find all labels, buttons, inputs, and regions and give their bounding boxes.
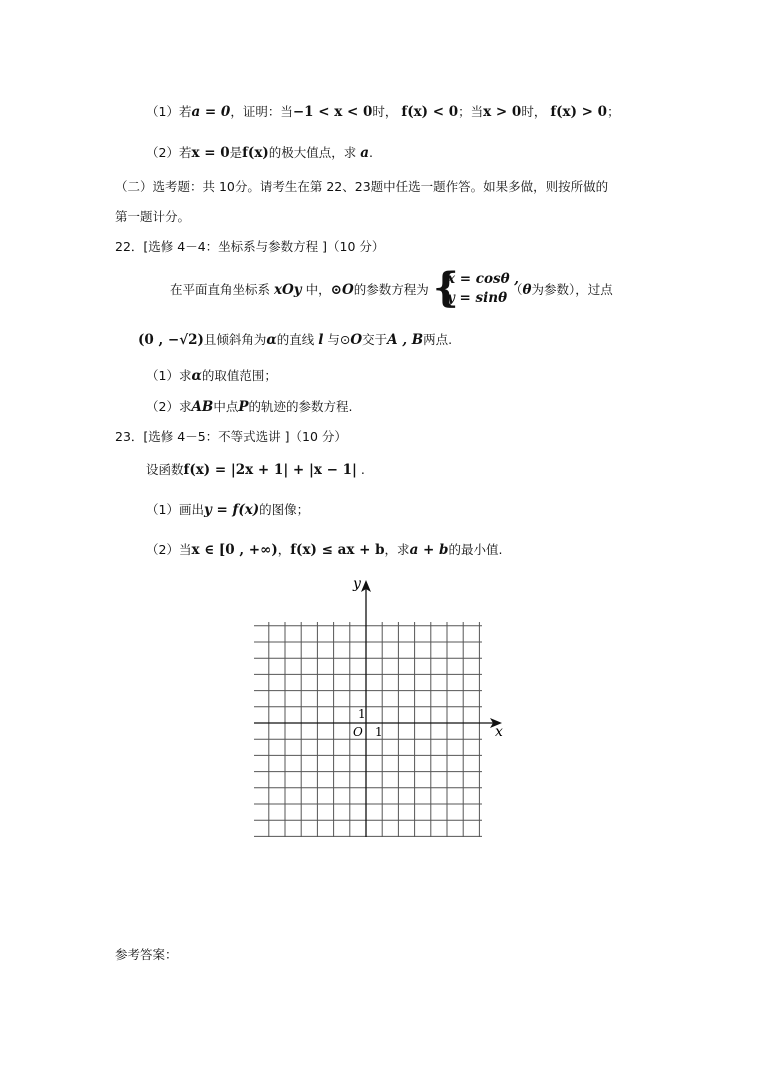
- q23-definition: 设函数f(x) = |2x + 1| + |x − 1| .: [146, 462, 365, 478]
- x-unit-label: 1: [375, 725, 383, 739]
- q21-part2: （2）若x = 0是f(x)的极大值点，求 a.: [146, 145, 373, 161]
- x-axis-label: x: [495, 724, 503, 740]
- q22-heading: 22．[选修 4－4：坐标系与参数方程 ]（10 分）: [115, 239, 385, 254]
- y-unit-label: 1: [358, 707, 366, 721]
- q23-part1: （1）画出y = f(x)的图像；: [146, 502, 310, 518]
- q22-intro: 在平面直角坐标系 xOy 中，⊙O的参数方程为: [170, 282, 429, 298]
- y-axis-label: y: [353, 576, 361, 592]
- left-brace: {: [433, 264, 459, 311]
- elective-notice-line1: （二）选考题：共 10分。请考生在第 22、23题中任选一题作答。如果多做，则按所做的: [115, 179, 609, 194]
- q22-part1: （1）求α的取值范围；: [146, 368, 277, 384]
- origin-label: O: [353, 725, 363, 739]
- q22-part2: （2）求AB中点P的轨迹的参数方程.: [146, 399, 353, 415]
- q23-part2: （2）当x ∈ [0 , +∞)，f(x) ≤ ax + b，求a + b的最小值.: [146, 542, 503, 558]
- elective-notice-line2: 第一题计分。: [115, 209, 191, 224]
- q21-part1: （1）若a = 0，证明：当−1 < x < 0时， f(x) < 0；当x > 0时， f(x) > 0；: [146, 104, 620, 120]
- q22-intro-tail: （θ为参数），过点: [510, 282, 613, 298]
- answer-label: 参考答案：: [115, 947, 178, 962]
- param-eq-y: y = sinθ: [447, 290, 508, 306]
- coordinate-grid: [250, 572, 510, 844]
- param-eq-x: x = cosθ ,: [447, 271, 519, 287]
- q22-intro-line2: (0 , −√2)且倾斜角为α的直线 l 与⊙O交于A , B两点.: [138, 332, 453, 348]
- q22-parametric-system: [433, 264, 519, 311]
- q23-heading: 23．[选修 4－5：不等式选讲 ]（10 分）: [115, 429, 347, 444]
